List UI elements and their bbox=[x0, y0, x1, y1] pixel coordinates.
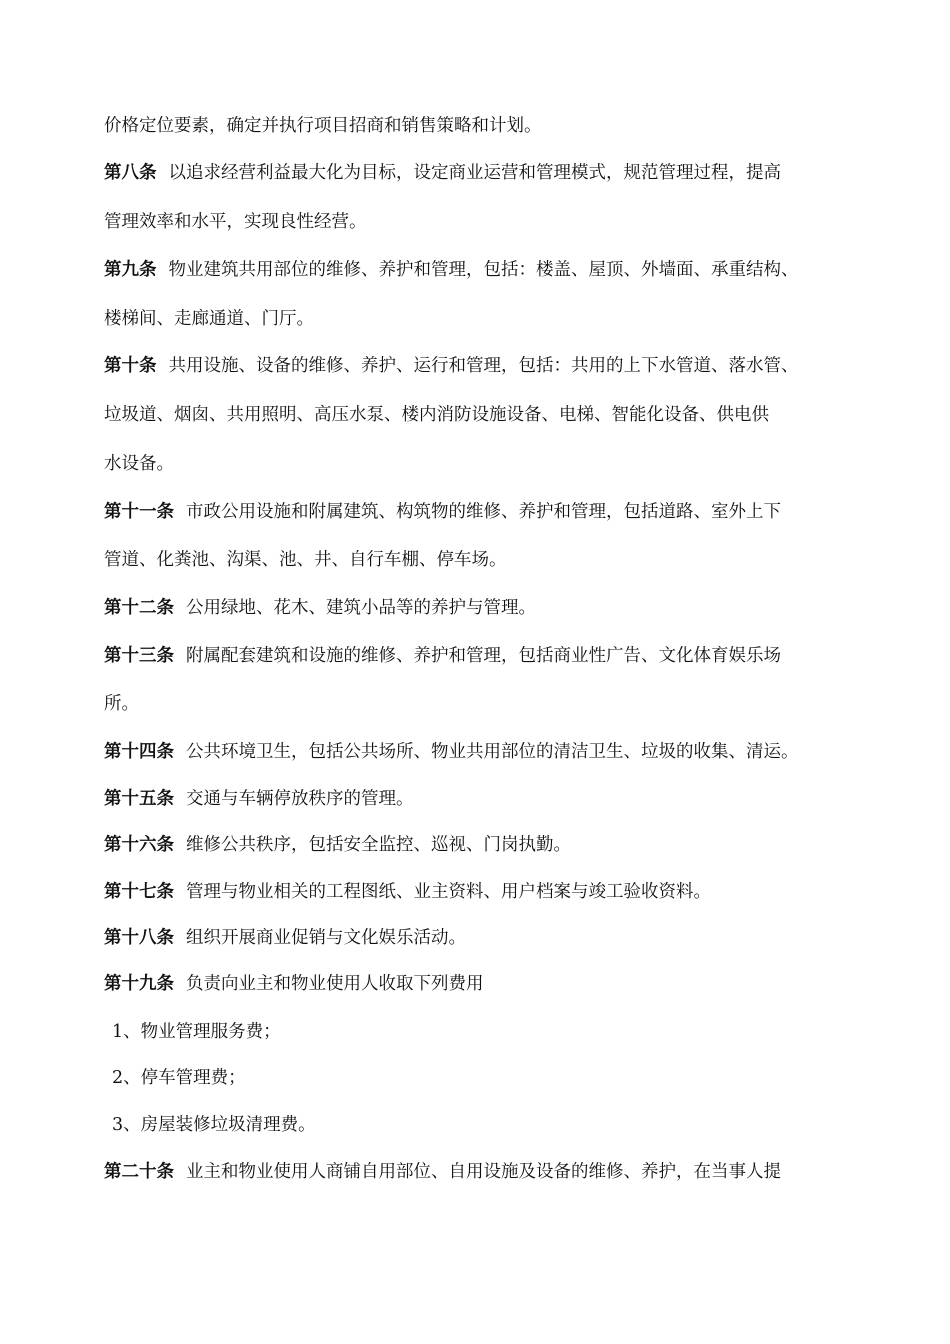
line-text: 2、停车管理费； bbox=[112, 1068, 246, 1088]
article-number: 第十二条 bbox=[104, 598, 174, 618]
text-line bbox=[104, 452, 864, 476]
article-number: 第十六条 bbox=[104, 835, 174, 855]
article-line bbox=[104, 787, 864, 811]
article-number: 第十八条 bbox=[104, 928, 174, 948]
article-line bbox=[104, 926, 864, 950]
article-number: 第十四条 bbox=[104, 742, 174, 762]
line-text: 市政公用设施和附属建筑、构筑物的维修、养护和管理，包括道路、室外上下 bbox=[186, 502, 781, 522]
line-text: 维修公共秩序，包括安全监控、巡视、门岗执勤。 bbox=[186, 835, 571, 855]
text-line bbox=[104, 114, 864, 138]
article-line bbox=[104, 354, 864, 378]
article-line bbox=[104, 833, 864, 857]
line-text: 水设备。 bbox=[104, 454, 174, 474]
article-number: 第二十条 bbox=[104, 1162, 174, 1182]
line-text: 组织开展商业促销与文化娱乐活动。 bbox=[186, 928, 466, 948]
line-text: 共用设施、设备的维修、养护、运行和管理，包括：共用的上下水管道、落水管、 bbox=[168, 356, 799, 376]
line-text: 以追求经营利益最大化为目标，设定商业运营和管理模式，规范管理过程，提高 bbox=[168, 163, 781, 183]
list-item bbox=[112, 1113, 872, 1137]
text-line bbox=[104, 210, 864, 234]
line-text: 1、物业管理服务费； bbox=[112, 1022, 281, 1042]
list-item bbox=[112, 1066, 872, 1090]
text-line bbox=[104, 548, 864, 572]
text-line bbox=[104, 403, 864, 427]
article-number: 第十三条 bbox=[104, 646, 174, 666]
line-text: 管道、化粪池、沟渠、池、井、自行车棚、停车场。 bbox=[104, 550, 507, 570]
line-text: 垃圾道、烟囱、共用照明、高压水泵、楼内消防设施设备、电梯、智能化设备、供电供 bbox=[104, 405, 769, 425]
line-text: 负责向业主和物业使用人收取下列费用 bbox=[186, 974, 484, 994]
article-number: 第十九条 bbox=[104, 974, 174, 994]
text-line bbox=[104, 307, 864, 331]
line-text: 交通与车辆停放秩序的管理。 bbox=[186, 789, 414, 809]
article-line bbox=[104, 258, 864, 282]
line-text: 3、房屋装修垃圾清理费。 bbox=[112, 1115, 316, 1135]
article-line bbox=[104, 1160, 864, 1184]
line-text: 管理与物业相关的工程图纸、业主资料、用户档案与竣工验收资料。 bbox=[186, 882, 711, 902]
text-line bbox=[104, 692, 864, 716]
line-text: 楼梯间、走廊通道、门厅。 bbox=[104, 309, 314, 329]
line-text: 物业建筑共用部位的维修、养护和管理，包括：楼盖、屋顶、外墙面、承重结构、 bbox=[168, 260, 799, 280]
line-text: 所。 bbox=[104, 694, 139, 714]
line-text: 管理效率和水平，实现良性经营。 bbox=[104, 212, 367, 232]
article-line bbox=[104, 500, 864, 524]
article-line bbox=[104, 644, 864, 668]
list-item bbox=[112, 1020, 872, 1044]
article-line bbox=[104, 596, 864, 620]
article-number: 第八条 bbox=[104, 163, 157, 183]
line-text: 公共环境卫生，包括公共场所、物业共用部位的清洁卫生、垃圾的收集、清运。 bbox=[186, 742, 799, 762]
line-text: 价格定位要素，确定并执行项目招商和销售策略和计划。 bbox=[104, 116, 542, 136]
article-line bbox=[104, 161, 864, 185]
article-line bbox=[104, 880, 864, 904]
article-number: 第九条 bbox=[104, 260, 157, 280]
article-number: 第十七条 bbox=[104, 882, 174, 902]
article-number: 第十五条 bbox=[104, 789, 174, 809]
article-line bbox=[104, 972, 864, 996]
line-text: 业主和物业使用人商铺自用部位、自用设施及设备的维修、养护，在当事人提 bbox=[186, 1162, 781, 1182]
line-text: 附属配套建筑和设施的维修、养护和管理，包括商业性广告、文化体育娱乐场 bbox=[186, 646, 781, 666]
article-number: 第十条 bbox=[104, 356, 157, 376]
line-text: 公用绿地、花木、建筑小品等的养护与管理。 bbox=[186, 598, 536, 618]
article-line bbox=[104, 740, 864, 764]
article-number: 第十一条 bbox=[104, 502, 174, 522]
